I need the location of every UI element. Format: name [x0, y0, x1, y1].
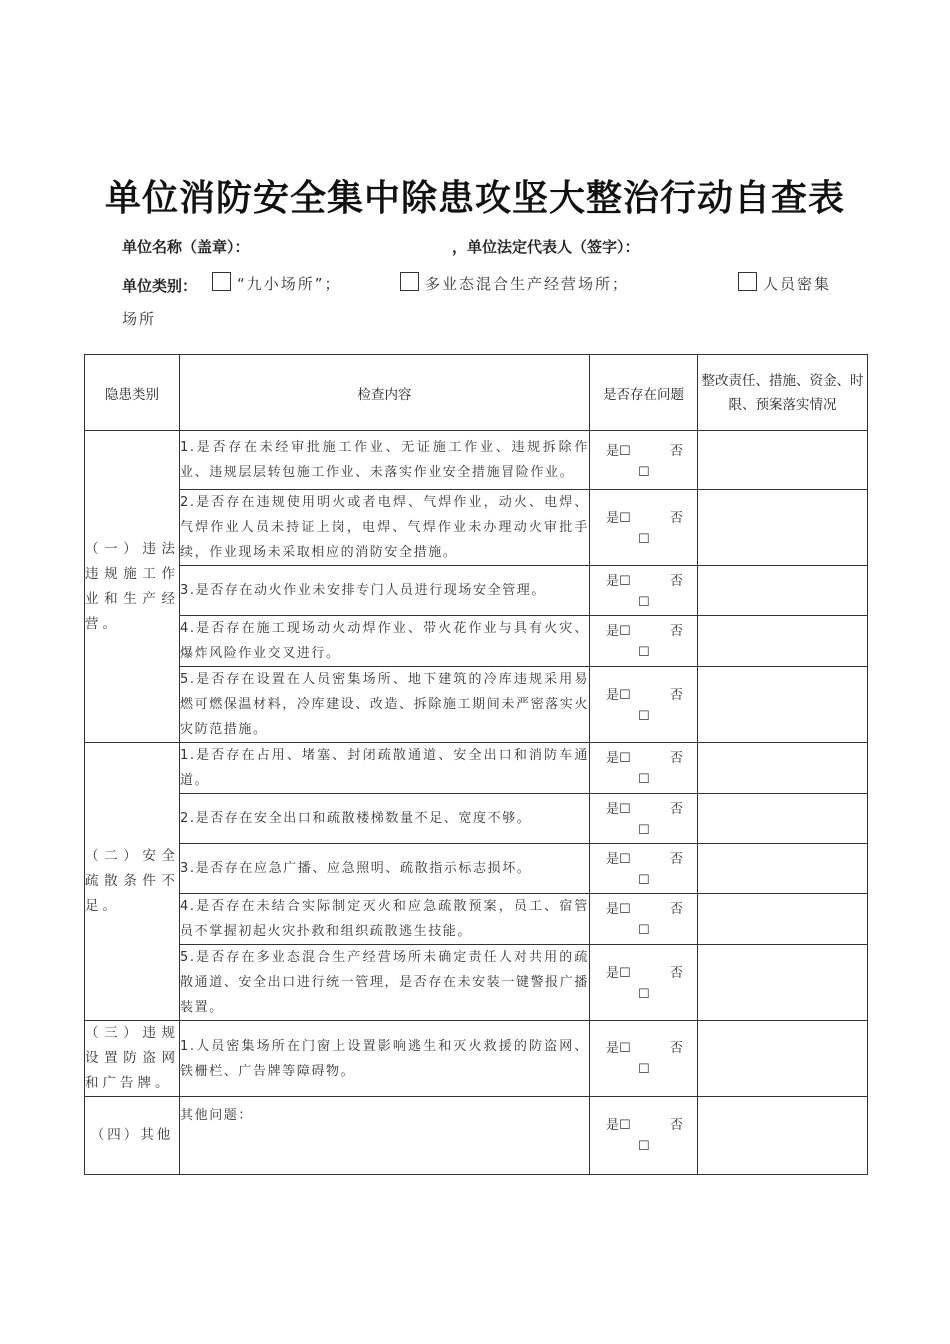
check-item: 4.是否存在未结合实际制定灭火和应急疏散预案，员工、宿管员不掌握初起火灾扑救和组织疏散逃生技能。 — [180, 894, 590, 945]
table-row — [85, 794, 868, 844]
check-item: 5.是否存在设置在人员密集场所、地下建筑的冷库违规采用易燃可燃保温材料，冷库建设、改造、拆除施工期间未严密落实火灾防范措施。 — [180, 667, 590, 743]
rectification-cell[interactable] — [698, 667, 868, 743]
rectification-cell[interactable] — [698, 743, 868, 794]
no-checkbox[interactable]: ☐ — [638, 772, 650, 787]
category-option-multi-business[interactable]: 多业态混合生产经营场所； — [400, 272, 629, 294]
yes-checkbox[interactable]: 是☐ — [606, 624, 631, 639]
no-label: 否 — [670, 574, 684, 589]
legal-rep-label: ，单位法定代表人（签字）： — [452, 238, 640, 256]
rectification-cell[interactable] — [698, 490, 868, 566]
yes-checkbox[interactable]: 是☐ — [606, 511, 631, 526]
no-checkbox[interactable]: ☐ — [638, 465, 650, 480]
rectification-cell[interactable] — [698, 1097, 868, 1175]
no-checkbox[interactable]: ☐ — [638, 1139, 650, 1154]
table-row — [85, 1021, 868, 1097]
status-cell — [590, 894, 698, 945]
table-row — [85, 431, 868, 490]
no-label: 否 — [670, 511, 684, 526]
check-item: 2.是否存在违规使用明火或者电焊、气焊作业，动火、电焊、气焊作业人员未持证上岗，电焊、气焊作业未办理动火审批手续，作业现场未采取相应的消防安全措施。 — [180, 490, 590, 566]
check-item: 3.是否存在应急广播、应急照明、疏散指示标志损坏。 — [180, 844, 590, 894]
no-label: 否 — [670, 624, 684, 639]
status-cell — [590, 431, 698, 490]
check-item: 2.是否存在安全出口和疏散楼梯数量不足、宽度不够。 — [180, 794, 590, 844]
no-label: 否 — [670, 688, 684, 703]
checkbox-icon[interactable] — [212, 272, 231, 291]
status-cell — [590, 667, 698, 743]
header-status: 是否存在问题 — [590, 355, 698, 431]
no-label: 否 — [670, 751, 684, 766]
category-cell: （四）其他 — [85, 1097, 180, 1175]
yes-checkbox[interactable]: 是☐ — [606, 1041, 631, 1056]
status-cell — [590, 616, 698, 667]
no-checkbox[interactable]: ☐ — [638, 823, 650, 838]
unit-category-line — [122, 272, 842, 296]
no-label: 否 — [670, 902, 684, 917]
header-content: 检查内容 — [180, 355, 590, 431]
category-option-wrap: 场所 — [122, 310, 157, 328]
no-label: 否 — [670, 1041, 684, 1056]
table-row — [85, 844, 868, 894]
yes-checkbox[interactable]: 是☐ — [606, 574, 631, 589]
rectification-cell[interactable] — [698, 794, 868, 844]
yes-checkbox[interactable]: 是☐ — [606, 688, 631, 703]
table-header-row — [85, 355, 868, 431]
no-label: 否 — [670, 852, 684, 867]
rectification-cell[interactable] — [698, 616, 868, 667]
rectification-cell[interactable] — [698, 894, 868, 945]
no-checkbox[interactable]: ☐ — [638, 873, 650, 888]
status-cell — [590, 945, 698, 1021]
header-category: 隐患类别 — [85, 355, 180, 431]
table-row — [85, 667, 868, 743]
yes-checkbox[interactable]: 是☐ — [606, 1118, 631, 1133]
status-cell — [590, 1021, 698, 1097]
category-option-crowded[interactable]: 人员密集 — [738, 272, 831, 294]
check-item: 5.是否存在多业态混合生产经营场所未确定责任人对共用的疏散通道、安全出口进行统一管理，是否存在未安装一键警报广播装置。 — [180, 945, 590, 1021]
category-cell: （二）安全疏散条件不足。 — [85, 743, 180, 1021]
table-row — [85, 894, 868, 945]
category-cell: （三）违规设置防盗网和广告牌。 — [85, 1021, 180, 1097]
no-checkbox[interactable]: ☐ — [638, 1062, 650, 1077]
no-label: 否 — [670, 802, 684, 817]
check-item: 1.是否存在占用、堵塞、封闭疏散通道、安全出口和消防车通道。 — [180, 743, 590, 794]
table-row — [85, 945, 868, 1021]
no-label: 否 — [670, 444, 684, 459]
no-checkbox[interactable]: ☐ — [638, 987, 650, 1002]
table-row — [85, 743, 868, 794]
status-cell — [590, 566, 698, 616]
status-cell — [590, 1097, 698, 1175]
self-check-table — [84, 354, 868, 1175]
table-row — [85, 616, 868, 667]
rectification-cell[interactable] — [698, 945, 868, 1021]
checkbox-icon[interactable] — [738, 272, 757, 291]
unit-info-line — [122, 236, 640, 257]
category-cell: （一）违法违规施工作业和生产经营。 — [85, 431, 180, 743]
no-checkbox[interactable]: ☐ — [638, 645, 650, 660]
table-row — [85, 1097, 868, 1175]
yes-checkbox[interactable]: 是☐ — [606, 852, 631, 867]
check-item: 3.是否存在动火作业未安排专门人员进行现场安全管理。 — [180, 566, 590, 616]
table-row — [85, 566, 868, 616]
page-title: 单位消防安全集中除患攻坚大整治行动自查表 — [104, 177, 845, 219]
check-item: 4.是否存在施工现场动火动焊作业、带火花作业与具有火灾、爆炸风险作业交叉进行。 — [180, 616, 590, 667]
table-row — [85, 490, 868, 566]
check-item[interactable]: 其他问题： — [180, 1097, 590, 1175]
rectification-cell[interactable] — [698, 431, 868, 490]
no-checkbox[interactable]: ☐ — [638, 923, 650, 938]
category-option-nine-small[interactable]: “九小场所”； — [212, 272, 342, 294]
check-item: 1.是否存在未经审批施工作业、无证施工作业、违规拆除作业、违规层层转包施工作业、未落实作业安全措施冒险作业。 — [180, 431, 590, 490]
rectification-cell[interactable] — [698, 844, 868, 894]
status-cell — [590, 743, 698, 794]
unit-name-label: 单位名称（盖章）： — [122, 238, 250, 256]
header-rectification: 整改责任、措施、资金、时限、预案落实情况 — [698, 355, 868, 431]
no-checkbox[interactable]: ☐ — [638, 595, 650, 610]
status-cell — [590, 844, 698, 894]
checkbox-icon[interactable] — [400, 272, 419, 291]
yes-checkbox[interactable]: 是☐ — [606, 902, 631, 917]
status-cell — [590, 490, 698, 566]
check-item: 1.人员密集场所在门窗上设置影响逃生和灭火救援的防盗网、铁栅栏、广告牌等障碍物。 — [180, 1021, 590, 1097]
no-label: 否 — [670, 1118, 684, 1133]
status-cell — [590, 794, 698, 844]
category-label: 单位类别： — [122, 277, 198, 295]
no-checkbox[interactable]: ☐ — [638, 532, 650, 547]
yes-checkbox[interactable]: 是☐ — [606, 751, 631, 766]
rectification-cell[interactable] — [698, 1021, 868, 1097]
no-checkbox[interactable]: ☐ — [638, 709, 650, 724]
yes-checkbox[interactable]: 是☐ — [606, 966, 631, 981]
yes-checkbox[interactable]: 是☐ — [606, 444, 631, 459]
rectification-cell[interactable] — [698, 566, 868, 616]
no-label: 否 — [670, 966, 684, 981]
yes-checkbox[interactable]: 是☐ — [606, 802, 631, 817]
